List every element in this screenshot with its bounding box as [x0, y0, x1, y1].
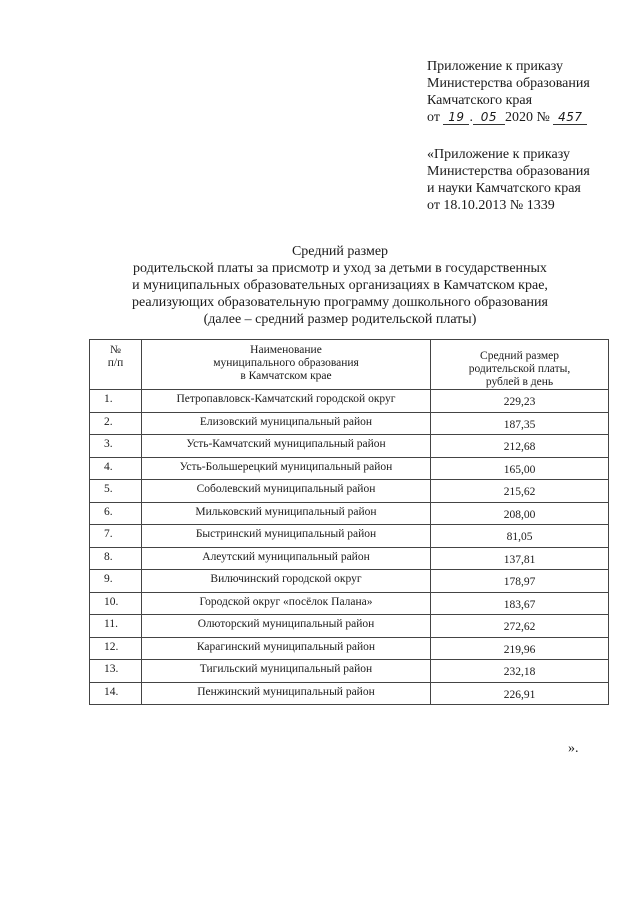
table-row [90, 525, 609, 548]
original-reference [427, 146, 590, 214]
row-municipality: Мильковский муниципальный район [142, 502, 431, 525]
approval-date-line [427, 109, 590, 126]
table-row [90, 390, 609, 413]
closing-quote: ». [568, 741, 579, 756]
header-municipality-line: в Камчатском крае [240, 370, 332, 382]
table-header-row [90, 340, 609, 390]
row-municipality: Вилючинский городской округ [142, 570, 431, 593]
title-line: (далее – средний размер родительской платы) [203, 312, 477, 327]
row-municipality: Петропавловск-Камчатский городской округ [142, 390, 431, 413]
row-fee: 178,97 [431, 570, 609, 593]
table-row [90, 502, 609, 525]
row-number: 14. [90, 682, 142, 705]
original-line: от 18.10.2013 № 1339 [427, 198, 555, 213]
row-number: 2. [90, 412, 142, 435]
original-line: и науки Камчатского края [427, 181, 581, 196]
row-fee: 187,35 [431, 412, 609, 435]
table-row [90, 457, 609, 480]
row-municipality: Елизовский муниципальный район [142, 412, 431, 435]
row-municipality: Соболевский муниципальный район [142, 480, 431, 503]
row-fee: 183,67 [431, 592, 609, 615]
row-fee: 229,23 [431, 390, 609, 413]
header-number-line: № [110, 344, 121, 356]
row-number: 3. [90, 435, 142, 458]
header-municipality-line: Наименование [250, 344, 322, 356]
table-row [90, 682, 609, 705]
row-municipality: Тигильский муниципальный район [142, 660, 431, 683]
row-municipality: Городской округ «посёлок Палана» [142, 592, 431, 615]
row-number: 1. [90, 390, 142, 413]
table-row [90, 480, 609, 503]
row-municipality: Быстринский муниципальный район [142, 525, 431, 548]
fee-table [89, 339, 609, 705]
handwritten-month: 05 [473, 110, 505, 125]
original-line: «Приложение к приказу [427, 147, 570, 162]
table-row [90, 637, 609, 660]
row-number: 4. [90, 457, 142, 480]
row-fee: 137,81 [431, 547, 609, 570]
approval-line: Приложение к приказу [427, 59, 563, 74]
date-prefix: от [427, 110, 440, 125]
row-number: 9. [90, 570, 142, 593]
approval-reference [427, 58, 590, 126]
title-line: и муниципальных образовательных организациях в Камчатском крае, [132, 278, 548, 293]
header-municipality [142, 340, 431, 390]
handwritten-order-number: 457 [553, 110, 587, 125]
row-number: 12. [90, 637, 142, 660]
date-separator: . [469, 110, 473, 125]
row-fee: 208,00 [431, 502, 609, 525]
approval-line: Министерства образования [427, 76, 590, 91]
title-line: Средний размер [291, 244, 389, 259]
title-line: реализующих образовательную программу дошкольного образования [132, 295, 548, 310]
title-line: родительской платы за присмотр и уход за детьми в государственных [133, 261, 547, 276]
document-title [90, 243, 590, 328]
row-number: 7. [90, 525, 142, 548]
header-fee-line: Средний размер [480, 350, 559, 362]
header-number-line: п/п [107, 357, 124, 369]
row-fee: 215,62 [431, 480, 609, 503]
table-row [90, 435, 609, 458]
row-municipality: Пенжинский муниципальный район [142, 682, 431, 705]
header-municipality-line: муниципального образования [213, 357, 359, 369]
date-year: 2020 № [504, 110, 550, 125]
row-municipality: Усть-Камчатский муниципальный район [142, 435, 431, 458]
table-row [90, 660, 609, 683]
row-number: 11. [90, 615, 142, 638]
row-municipality: Алеутский муниципальный район [142, 547, 431, 570]
table-row [90, 547, 609, 570]
row-fee: 165,00 [431, 457, 609, 480]
row-fee: 226,91 [431, 682, 609, 705]
row-number: 8. [90, 547, 142, 570]
row-municipality: Олюторский муниципальный район [142, 615, 431, 638]
row-municipality: Карагинский муниципальный район [142, 637, 431, 660]
table-row [90, 570, 609, 593]
header-fee [431, 340, 609, 390]
row-number: 6. [90, 502, 142, 525]
row-number: 5. [90, 480, 142, 503]
table-row [90, 412, 609, 435]
row-number: 13. [90, 660, 142, 683]
handwritten-day: 19 [443, 110, 469, 125]
row-fee: 272,62 [431, 615, 609, 638]
row-fee: 219,96 [431, 637, 609, 660]
header-fee-line: рублей в день [485, 376, 554, 388]
row-municipality: Усть-Большерецкий муниципальный район [142, 457, 431, 480]
row-fee: 81,05 [431, 525, 609, 548]
approval-line: Камчатского края [427, 93, 533, 108]
table-row [90, 592, 609, 615]
header-number [90, 340, 142, 390]
original-line: Министерства образования [427, 164, 590, 179]
row-fee: 212,68 [431, 435, 609, 458]
row-number: 10. [90, 592, 142, 615]
header-fee-line: родительской платы, [468, 363, 571, 375]
table-row [90, 615, 609, 638]
row-fee: 232,18 [431, 660, 609, 683]
